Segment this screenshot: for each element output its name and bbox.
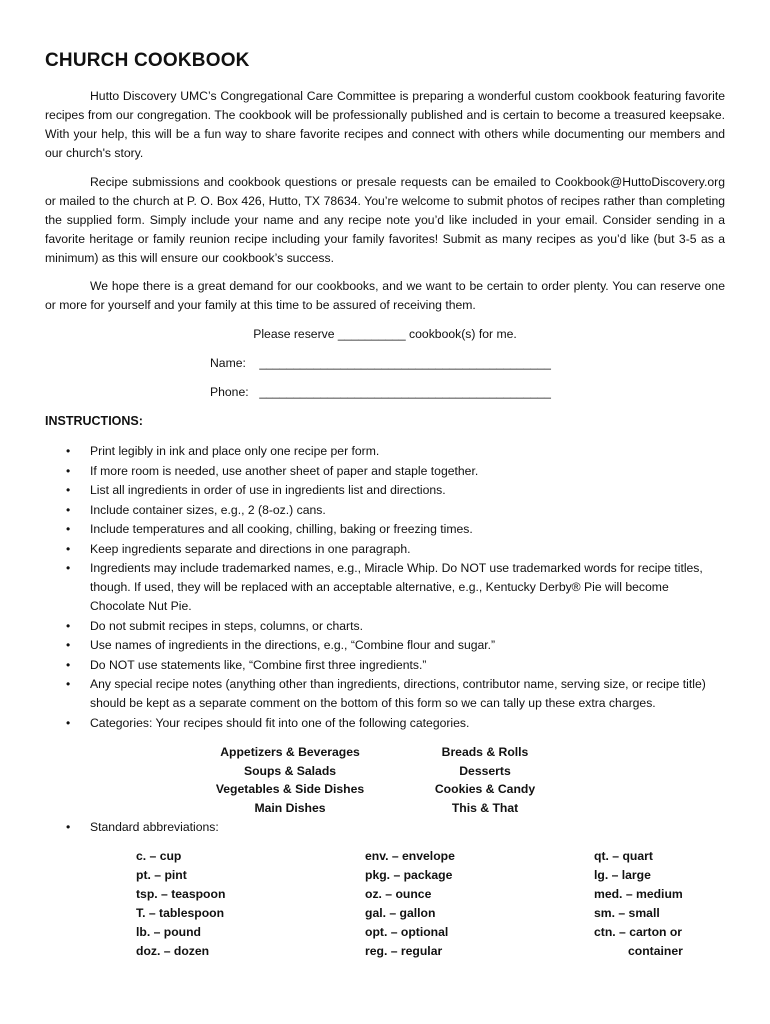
list-item <box>66 636 726 655</box>
abbreviation-item: doz. – dozen <box>136 944 210 958</box>
category-item: Soups & Salads <box>243 763 337 778</box>
list-item <box>66 462 726 481</box>
abbreviations-column-1 <box>136 847 225 961</box>
instruction-text: Keep ingredients separate and directions in one paragraph. <box>90 541 411 556</box>
instruction-text: Do NOT use statements like, “Combine first three ingredients.” <box>90 657 427 672</box>
abbreviation-item: qt. – quart <box>594 849 653 863</box>
category-item: Vegetables & Side Dishes <box>215 782 365 796</box>
abbreviation-item: env. – envelope <box>365 849 455 863</box>
instruction-text: Categories: Your recipes should fit into one of the following categories. <box>90 715 470 730</box>
list-item <box>66 481 726 500</box>
reserve-line[interactable]: Please reserve __________ cookbook(s) for me. <box>253 327 517 341</box>
abbreviation-item: reg. – regular <box>365 944 443 958</box>
abbreviation-item: tsp. – teaspoon <box>136 887 226 901</box>
page-title: CHURCH COOKBOOK <box>45 50 250 71</box>
bullet-icon: • <box>66 657 71 672</box>
category-item: Cookies & Candy <box>434 782 536 796</box>
bullet-icon: • <box>66 522 71 536</box>
abbreviation-item: pt. – pint <box>136 868 187 882</box>
instruction-text: Do not submit recipes in steps, columns, or charts. <box>90 618 363 633</box>
phone-field[interactable] <box>210 383 551 402</box>
name-label: Name: <box>210 356 246 370</box>
instruction-text: Any special recipe notes (anything other than ingredients, directions, contributor name, serving size, or recipe title) should be kept as a separate comment on the bottom of this form so we can tally up these extra charges. <box>90 677 706 710</box>
abbreviation-item: lb. – pound <box>136 925 201 939</box>
abbreviations-column-3 <box>594 847 683 961</box>
bullet-icon: • <box>66 463 71 478</box>
list-item <box>66 540 726 559</box>
category-item: Breads & Rolls <box>441 745 529 759</box>
bullet-icon: • <box>66 541 71 556</box>
bullet-icon: • <box>66 820 71 834</box>
abbreviation-item: gal. – gallon <box>365 906 436 920</box>
list-item <box>66 656 726 675</box>
bullet-icon: • <box>66 715 71 730</box>
list-item <box>66 559 726 616</box>
abbreviation-item: lg. – large <box>594 868 651 882</box>
list-item <box>66 520 726 539</box>
instruction-text: Ingredients may include trademarked names, e.g., Miracle Whip. Do NOT use trademarked words for recipe titles, though. If used, they will be replaced with an acceptable alternative, e.g., Kentucky Derby® Pie will become Chocolate Nut Pie. <box>90 561 703 613</box>
instruction-text: Use names of ingredients in the directions, e.g., “Combine flour and sugar.” <box>90 638 496 652</box>
bullet-icon: • <box>66 502 71 517</box>
name-blank[interactable]: ___________________________________________ <box>259 356 551 370</box>
instructions-heading: INSTRUCTIONS: <box>45 414 143 428</box>
list-item <box>66 617 726 636</box>
name-field[interactable] <box>210 354 551 373</box>
bullet-icon: • <box>66 561 71 575</box>
bullet-icon: • <box>66 483 71 497</box>
instruction-text: Include container sizes, e.g., 2 (8-oz.) cans. <box>90 502 326 517</box>
category-item: Desserts <box>459 763 511 778</box>
abbreviations-column-2 <box>365 847 455 961</box>
abbreviation-item: container <box>628 944 683 958</box>
intro-paragraph-3 <box>45 277 725 315</box>
list-item <box>66 501 726 520</box>
abbreviation-item: pkg. – package <box>365 868 453 882</box>
abbreviation-item: T. – tablespoon <box>136 906 225 920</box>
phone-label: Phone: <box>210 385 249 399</box>
instruction-text: If more room is needed, use another sheet of paper and staple together. <box>90 463 479 478</box>
bullet-icon: • <box>66 618 71 633</box>
list-item <box>66 714 726 733</box>
bullet-icon: • <box>66 677 71 691</box>
abbreviations-bullet <box>66 818 219 837</box>
abbreviations-label: Standard abbreviations: <box>90 820 219 834</box>
abbreviation-item: oz. – ounce <box>365 887 432 901</box>
abbreviation-item: med. – medium <box>594 887 683 901</box>
list-item <box>66 442 726 461</box>
list-item <box>66 675 726 713</box>
categories-right-column <box>410 743 560 817</box>
categories-left-column <box>190 743 390 817</box>
intro-paragraph-2 <box>45 173 725 268</box>
abbreviation-item: ctn. – carton or <box>594 925 683 939</box>
abbreviation-item: sm. – small <box>594 906 660 920</box>
category-item: Main Dishes <box>254 800 326 815</box>
instructions-list <box>66 442 726 733</box>
intro-paragraph-1 <box>45 87 725 163</box>
intro-paragraph-2-text: Recipe submissions and cookbook questions or presale requests can be emailed to Cookbook@HuttoDiscovery.org or mailed to the church at P. O. Box 426, Hutto, TX 78634. You’re welcome to submit photos of recipes rather than completing the supplied form. Simply include your name and any recipe note you’d like included in your email. Consider sending in a favorite heritage or family reunion recipe including your family favorites! Submit as many recipes as you’d like (but 3-5 as a minimum) as this will ensure our cookbook’s success. <box>45 175 725 265</box>
instruction-text: Include temperatures and all cooking, chilling, baking or freezing times. <box>90 522 473 536</box>
abbreviation-item: opt. – optional <box>365 925 449 939</box>
intro-paragraph-1-text: Hutto Discovery UMC’s Congregational Care Committee is preparing a wonderful custom cookbook featuring favorite recipes from our congregation. The cookbook will be professionally published and is certain to become a treasured keepsake. With your help, this will be a fun way to share favorite recipes and connect with others while documenting our members and our church's story. <box>45 89 725 160</box>
instruction-text: Print legibly in ink and place only one recipe per form. <box>90 444 380 458</box>
category-item: This & That <box>451 800 519 815</box>
bullet-icon: • <box>66 638 71 652</box>
intro-paragraph-3-text: We hope there is a great demand for our cookbooks, and we want to be certain to order plenty. You can reserve one or more for yourself and your family at this time to be assured of receiving them. <box>45 279 725 312</box>
phone-blank[interactable]: ___________________________________________ <box>259 385 551 399</box>
category-item: Appetizers & Beverages <box>220 745 360 759</box>
abbreviation-item: c. – cup <box>136 849 182 863</box>
instruction-text: List all ingredients in order of use in ingredients list and directions. <box>90 483 446 497</box>
bullet-icon: • <box>66 444 71 458</box>
